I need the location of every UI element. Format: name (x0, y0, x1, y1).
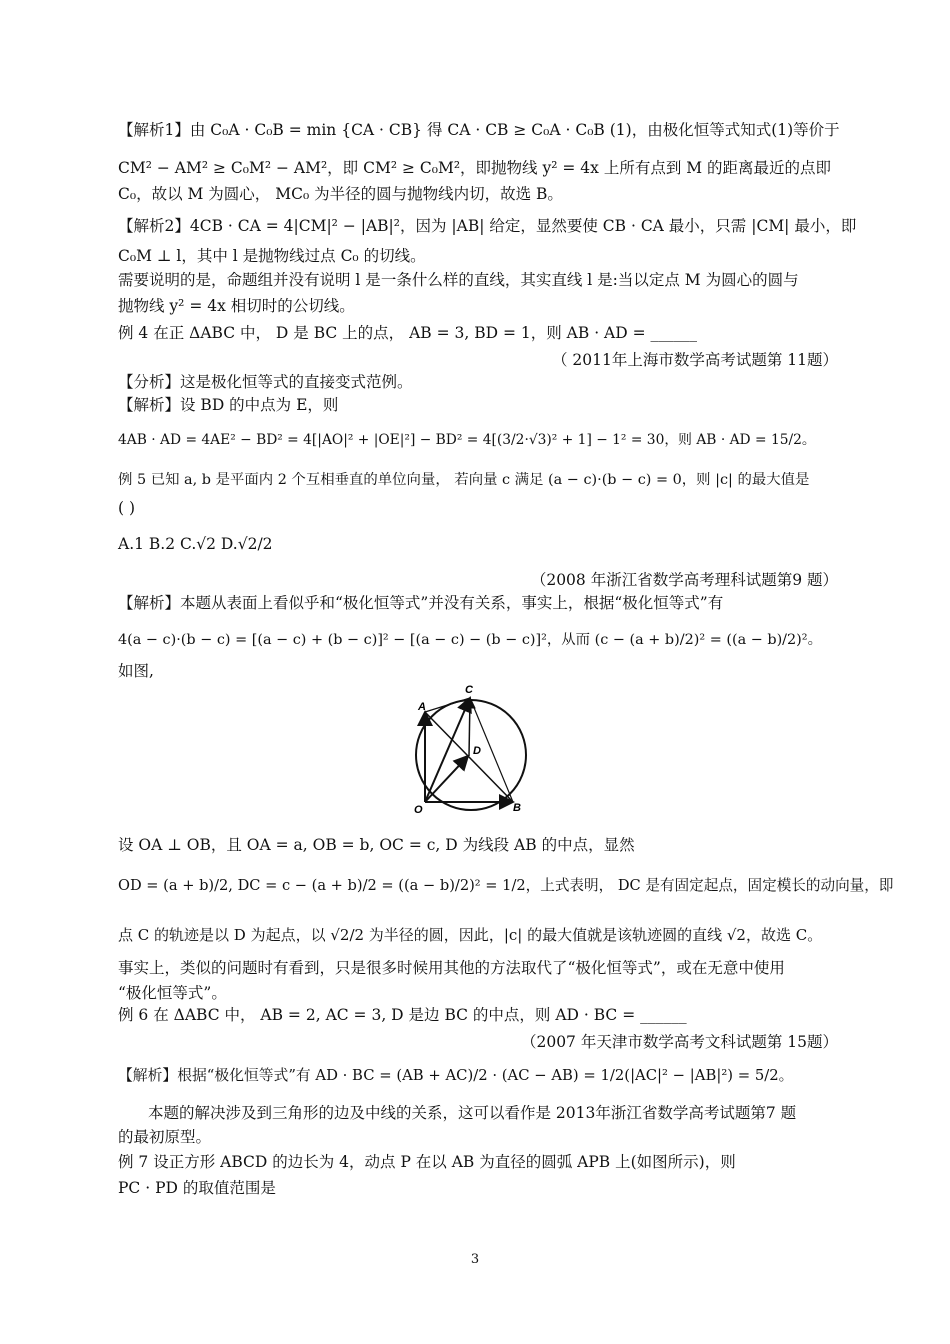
line-8: 例 4 在正 ΔABC 中， D 是 BC 上的点， AB = 3, BD = 1，则 AB · AD = ______ (118, 324, 698, 342)
line-10: 【分析】这是极化恒等式的直接变式范例。 (118, 373, 413, 391)
page-number: 3 (470, 1252, 480, 1267)
label-a: A (418, 701, 426, 713)
source-line-2: （2008 年浙江省数学高考理科试题第9 题） (530, 571, 838, 589)
line-11: 【解析】设 BD 的中点为 E，则 (118, 396, 339, 414)
line-18: 4(a − c)·(b − c) = [(a − c) + (b − c)]² − [(a − c) − (b − c)]²，从而 (c − (a + b)/2)² = ((a − b)/2)²。 (118, 632, 822, 648)
line-7: 抛物线 y² = 4x 相切时的公切线。 (118, 297, 355, 315)
vector-oc (425, 698, 470, 802)
line-23: 事实上，类似的问题时有看到，只是很多时候用其他的方法取代了“极化恒等式”，或在无意中使用 (118, 959, 785, 977)
line-28: 本题的解决涉及到三角形的边及中线的关系，这可以看作是 2013年浙江省数学高考试题第7 题 (148, 1104, 797, 1122)
line-6: 需要说明的是，命题组并没有说明 l 是一条什么样的直线，其实直线 l 是:当以定点 M 为圆心的圆与 (118, 271, 799, 289)
line-25: 例 6 在 ΔABC 中， AB = 2, AC = 3, D 是边 BC 的中点，则 AD · BC = ______ (118, 1006, 687, 1024)
line-31: PC · PD 的取值范围是 (118, 1179, 276, 1197)
line-27: 【解析】根据“极化恒等式”有 AD · BC = (AB + AC)/2 · (AC − AB) = 1/2(|AC|² − |AB|²) = 5/2。 (118, 1067, 794, 1084)
line-5: C₀M ⊥ l，其中 l 是抛物线过点 C₀ 的切线。 (118, 247, 426, 265)
line-3: C₀，故以 M 为圆心， MC₀ 为半径的圆与抛物线内切，故选 B。 (118, 185, 563, 203)
vector-od (425, 756, 468, 802)
line-21: OD = (a + b)/2, DC = c − (a + b)/2 = ((a − b)/2)² = 1/2，上式表明， DC 是有固定起点，固定模长的动向量，即 (118, 877, 894, 894)
source-line-3: （2007 年天津市数学高考文科试题第 15题） (520, 1033, 838, 1051)
line-19: 如图, (118, 662, 154, 680)
source-line-1: （ 2011年上海市数学高考试题第 11题） (551, 351, 838, 369)
line-1: 【解析1】由 C₀A · C₀B = min {CA · CB} 得 CA · CB ≥ C₀A · C₀B (1)，由极化恒等式知式(1)等价于 (118, 121, 840, 139)
line-20: 设 OA ⊥ OB，且 OA = a, OB = b, OC = c, D 为线段 AB 的中点，显然 (118, 836, 635, 854)
label-c: C (465, 684, 473, 696)
line-29: 的最初原型。 (118, 1128, 212, 1146)
vector-dc (469, 698, 470, 756)
line-14: ( ) (118, 499, 136, 517)
line-17: 【解析】本题从表面上看似乎和“极化恒等式”并没有关系，事实上，根据“极化恒等式”有 (118, 594, 724, 612)
line-4: 【解析2】4CB · CA = 4|CM|² − |AB|²，因为 |AB| 给定，显然要使 CB · CA 最小，只需 |CM| 最小，即 (118, 217, 857, 235)
choice-line: A.1 B.2 C.√2 D.√2/2 (118, 535, 273, 553)
label-d: D (473, 745, 481, 757)
label-b: B (513, 802, 521, 814)
line-22: 点 C 的轨迹是以 D 为起点，以 √2/2 为半径的圆，因此，|c| 的最大值就是该轨迹圆的直线 √2，故选 C。 (118, 926, 823, 944)
line-24: “极化恒等式”。 (118, 984, 227, 1002)
line-30: 例 7 设正方形 ABCD 的边长为 4，动点 P 在以 AB 为直径的圆弧 APB 上(如图所示)，则 (118, 1153, 736, 1171)
segment-ac (425, 698, 470, 712)
label-o: O (414, 804, 423, 815)
line-13: 例 5 已知 a, b 是平面内 2 个互相垂直的单位向量， 若向量 c 满足 (a − c)·(b − c) = 0，则 |c| 的最大值是 (118, 472, 810, 488)
line-2: CM² − AM² ≥ C₀M² − AM²，即 CM² ≥ C₀M²，即抛物线 y² = 4x 上所有点到 M 的距离最近的点即 (118, 159, 832, 177)
circle-figure (405, 680, 535, 815)
line-12: 4AB · AD = 4AE² − BD² = 4[|AO|² + |OE|²] − BD² = 4[(3/2·√3)² + 1] − 1² = 30，则 AB · AD = 15/2。 (118, 432, 816, 448)
